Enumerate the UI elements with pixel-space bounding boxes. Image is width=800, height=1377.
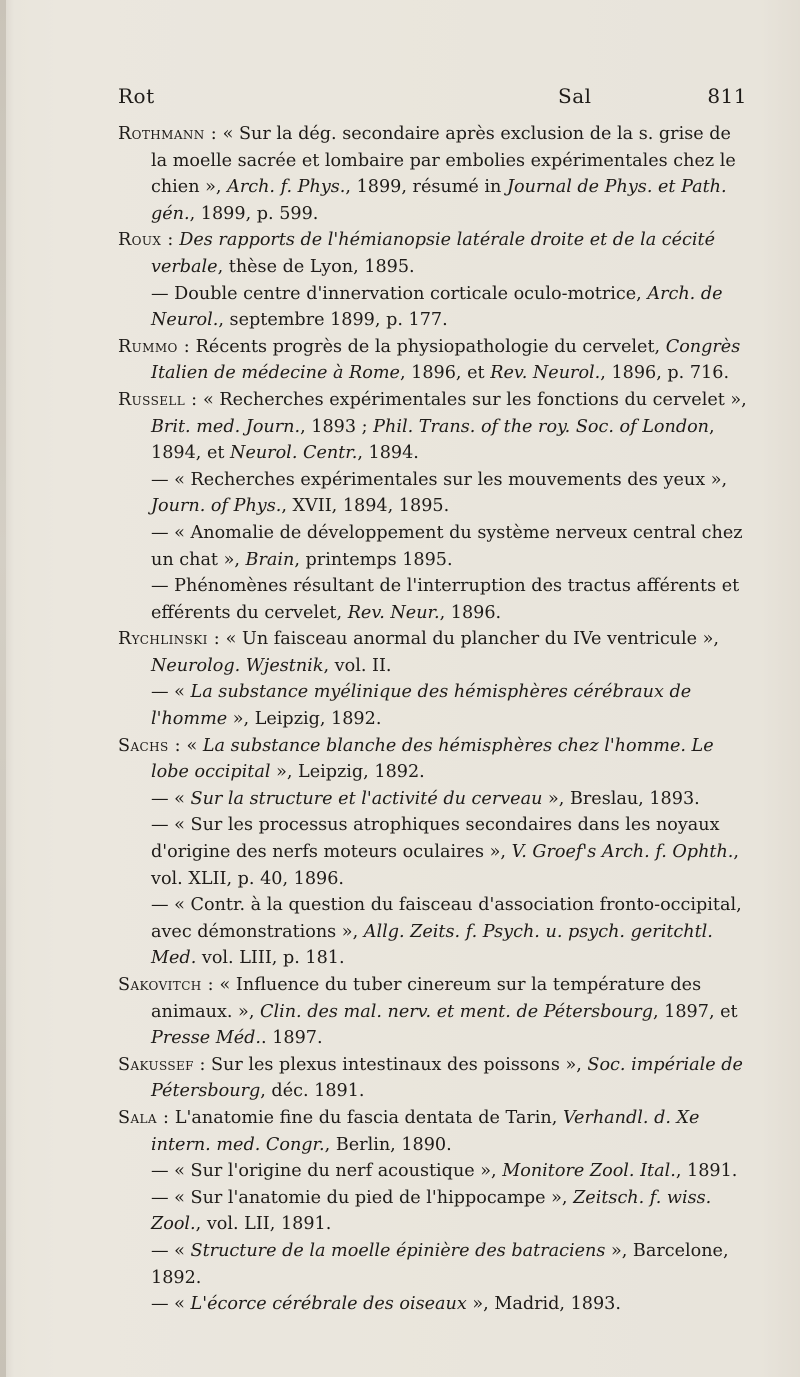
bibliography-subentry: [118, 467, 748, 520]
entry-text: , vol. LII, 1891.: [195, 1214, 332, 1235]
entry-text: , vol. XLII, p. 40, 1896.: [151, 842, 739, 889]
entry-text: , 1899, résumé in: [345, 177, 507, 198]
entry-title-italic: Neurol. Centr.: [230, 443, 358, 464]
entry-text: , déc. 1891.: [260, 1081, 365, 1102]
entry-title-italic: Journal de Phys. et Path. gén.: [151, 177, 727, 224]
page-spine-edge: [0, 0, 6, 1377]
entry-text: , printemps 1895.: [294, 549, 453, 570]
bibliography-entry: [118, 972, 748, 1052]
entry-author: Sakovitch :: [118, 975, 214, 995]
entry-title-italic: Neurolog. Wjestnik: [151, 655, 324, 676]
bibliography-subentry: [118, 1291, 748, 1318]
entry-author: Rummo :: [118, 336, 191, 357]
entry-author: Sala :: [118, 1107, 170, 1128]
entry-text: , septembre 1899, p. 177.: [218, 310, 448, 331]
entry-title-italic: Verhandl. d. Xe intern. med. Congr.: [151, 1107, 700, 1155]
bibliography-entry: [118, 121, 748, 227]
entry-author: Rychlinski :: [118, 629, 221, 650]
bibliography-list: [118, 121, 748, 1318]
entry-title-italic: Allg. Zeits. f. Psych. u. psych. geritchtl. Med.: [151, 921, 713, 969]
bibliography-entry: [118, 626, 748, 679]
entry-text: , 1896, p. 716.: [600, 363, 730, 384]
entry-text: « Un faisceau anormal du plancher du IVe ventricule »,: [220, 629, 720, 650]
entry-title-italic: Zeitsch. f. wiss. Zool.: [151, 1187, 712, 1235]
entry-title-italic: Brit. med. Journ.: [151, 416, 301, 437]
entry-text: , 1896, et: [399, 363, 491, 384]
bibliography-subentry: [118, 1238, 748, 1291]
entry-text: « Recherches expérimentales sur les fonctions du cervelet »,: [197, 389, 747, 410]
entry-text: , 1893 ;: [300, 416, 374, 437]
entry-title-italic: Arch. f. Phys.: [227, 177, 346, 198]
running-header: [118, 84, 747, 114]
bibliography-subentry: [118, 1185, 748, 1238]
entry-author: Sachs :: [118, 735, 181, 756]
bibliography-entry: [118, 227, 748, 280]
entry-title-italic: Clin. des mal. nerv. et ment. de Pétersbourg: [260, 1001, 653, 1022]
entry-title-italic: L'écorce cérébrale des oiseaux: [190, 1294, 467, 1315]
page-number: 811: [707, 84, 747, 108]
entry-title-italic: Soc. impériale de Pétersbourg: [151, 1054, 743, 1102]
entry-text: », Leipzig, 1892.: [227, 709, 382, 730]
header-left-word: Rot: [118, 84, 155, 108]
entry-title-italic: Presse Méd.: [151, 1028, 262, 1049]
entry-title-italic: Rev. Neurol.: [490, 363, 601, 384]
entry-text: L'anatomie fine du fascia dentata de Tarin,: [169, 1107, 563, 1128]
entry-title-italic: Brain: [245, 549, 295, 570]
bibliography-entry: [118, 1105, 748, 1158]
entry-text: — « Contr. à la question du faisceau d'association fronto-occipital, avec démonstrations »,: [151, 895, 742, 942]
entry-author: Roux :: [118, 230, 174, 251]
entry-title-italic: La substance myélinique des hémisphères cérébraux de l'homme: [151, 682, 692, 730]
entry-text: , 1894, et: [151, 416, 715, 464]
entry-author: Russell :: [118, 389, 198, 410]
entry-text: , vol. II.: [323, 655, 392, 676]
bibliography-entry: [118, 334, 748, 387]
entry-title-italic: Rev. Neur.: [347, 602, 440, 623]
bibliography-subentry: [118, 520, 748, 573]
bibliography-entry: [118, 387, 748, 467]
bibliography-subentry: [118, 573, 748, 626]
entry-text: , thèse de Lyon, 1895.: [217, 256, 415, 277]
entry-text: — «: [151, 682, 191, 703]
bibliography-subentry: [118, 1158, 748, 1185]
entry-text: vol. LIII, p. 181.: [196, 948, 345, 969]
entry-title-italic: Phil. Trans. of the roy. Soc. of London: [373, 416, 710, 437]
entry-title-italic: Structure de la moelle épinière des batraciens: [190, 1240, 606, 1261]
header-center-word: Sal: [558, 84, 592, 108]
bibliography-subentry: [118, 679, 748, 732]
entry-text: — « Sur les processus atrophiques secondaires dans les noyaux d'origine des nerfs moteurs oculaires »,: [151, 815, 720, 863]
entry-text: , 1897, et: [652, 1001, 738, 1022]
entry-text: », Breslau, 1893.: [542, 788, 700, 809]
entry-author: Sakussef: [118, 1054, 194, 1075]
entry-text: — « Anomalie de développement du système nerveux central chez un chat »,: [151, 522, 743, 570]
entry-text: — «: [151, 1294, 191, 1315]
entry-text: , 1894.: [357, 443, 419, 464]
entry-text: — «: [151, 788, 191, 809]
entry-text: « Sur la dég. secondaire après exclusion de la s. grise de la moelle sacrée et lombaire par embolies expérimentales chez le chien »,: [151, 124, 736, 198]
entry-text: — Phénomènes résultant de l'interruption des tractus afférents et efférents du cervelet,: [151, 576, 740, 623]
entry-text: », Leipzig, 1892.: [270, 762, 425, 783]
bibliography-subentry: [118, 281, 748, 334]
entry-title-italic: Des rapports de l'hémianopsie latérale droite et de la cécité verbale: [151, 230, 716, 277]
bibliography-entry: [118, 1052, 748, 1105]
entry-author: Rothmann :: [118, 124, 218, 144]
entry-title-italic: Arch. de Neurol.: [151, 283, 723, 331]
entry-title-italic: V. Groef's Arch. f. Ophth.: [511, 842, 734, 863]
bibliography-entry: [118, 733, 748, 786]
entry-text: « Influence du tuber cinereum sur la température des animaux. »,: [151, 975, 702, 1022]
entry-text: — « Sur l'origine du nerf acoustique »,: [151, 1161, 503, 1182]
entry-text: », Madrid, 1893.: [466, 1294, 621, 1315]
bibliography-subentry: [118, 812, 748, 892]
entry-text: Récents progrès de la physiopathologie du cervelet,: [190, 336, 666, 357]
entry-text: — « Recherches expérimentales sur les mouvements des yeux »,: [151, 469, 728, 490]
bibliography-subentry: [118, 892, 748, 972]
entry-text: . 1897.: [261, 1028, 323, 1049]
entry-text: , 1899, p. 599.: [189, 203, 319, 224]
entry-title-italic: Congrès Italien de médecine à Rome: [151, 336, 741, 384]
entry-text: — Double centre d'innervation corticale oculo-motrice,: [151, 283, 648, 304]
entry-text: , XVII, 1894, 1895.: [281, 496, 450, 517]
entry-title-italic: La substance blanche des hémisphères chez l'homme. Le lobe occipital: [151, 735, 714, 783]
entry-title-italic: Sur la structure et l'activité du cerveau: [190, 788, 543, 809]
entry-text: — «: [151, 1240, 191, 1261]
entry-title-italic: Journ. of Phys.: [151, 496, 282, 517]
entry-title-italic: Monitore Zool. Ital.: [502, 1161, 676, 1182]
entry-text: , Berlin, 1890.: [324, 1134, 452, 1155]
entry-text: «: [180, 735, 203, 756]
entry-text: — « Sur l'anatomie du pied de l'hippocampe »,: [151, 1187, 574, 1208]
entry-text: , 1891.: [675, 1161, 738, 1182]
entry-text: », Barcelone, 1892.: [151, 1240, 729, 1288]
bibliography-subentry: [118, 786, 748, 813]
entry-text: : Sur les plexus intestinaux des poissons »,: [193, 1054, 588, 1075]
entry-text: , 1896.: [439, 602, 502, 623]
